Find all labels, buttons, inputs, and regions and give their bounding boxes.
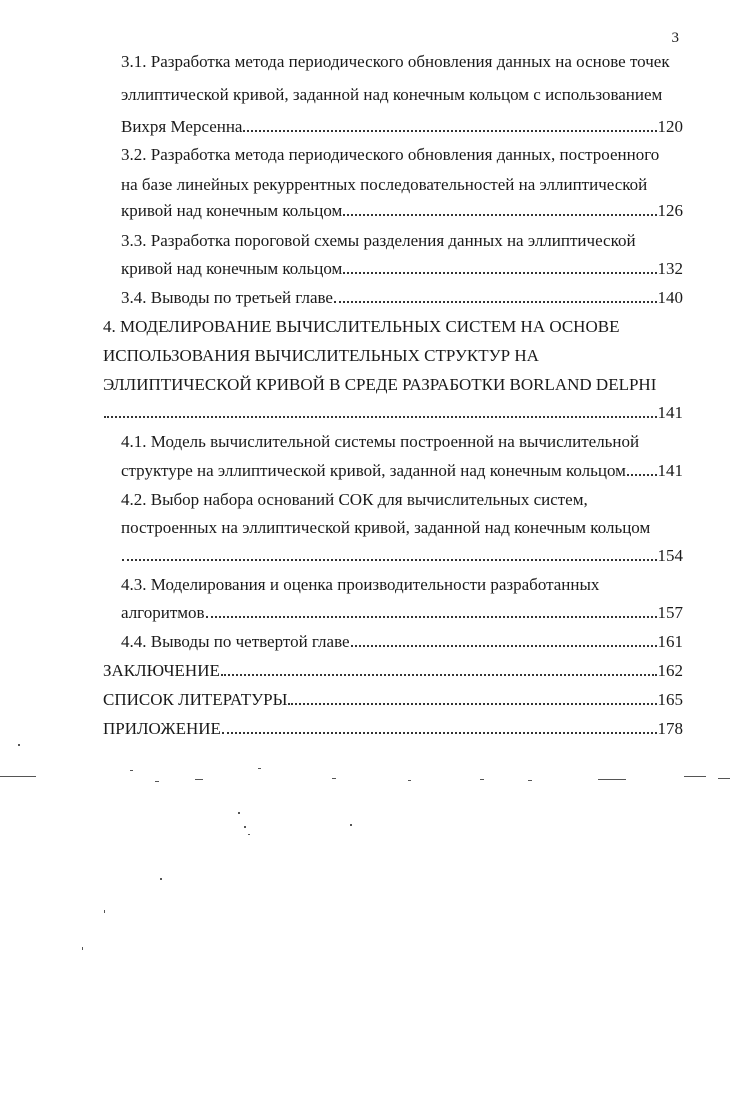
toc-chapter-4-line-2: ИСПОЛЬЗОВАНИЯ ВЫЧИСЛИТЕЛЬНЫХ СТРУКТУР НА [103,346,539,365]
toc-page-number: 120 [657,117,683,136]
toc-page-number: 178 [657,719,683,738]
toc-conclusion[interactable] [103,661,683,681]
toc-entry-title: структуре на эллиптической кривой, заданной над конечным кольцом [121,461,626,480]
toc-page-number: 161 [657,632,683,651]
toc-entry-3-1-line-2: эллиптической кривой, заданной над конечным кольцом с использованием [121,85,663,104]
toc-entry-3-2-line-2: на базе линейных рекуррентных последовательностей на эллиптической [121,175,648,194]
toc-entry-4-3[interactable] [121,603,683,623]
dot-leader [243,130,656,132]
toc-entry-4-1[interactable] [121,461,683,481]
toc-chapter-4[interactable] [103,403,683,423]
dot-leader [221,674,657,676]
toc-entry-title: алгоритмов [121,603,205,622]
dot-leader [222,732,657,734]
toc-page-number: 165 [657,690,683,709]
toc-entry-title: кривой над конечным кольцом [121,259,343,278]
toc-entry-3-2-line-1: 3.2. Разработка метода периодического обновления данных, построенного [121,145,660,164]
toc-entry-4-2-line-2: построенных на эллиптической кривой, заданной над конечным кольцом [121,518,651,537]
toc-entry-title: СПИСОК ЛИТЕРАТУРЫ [103,690,288,709]
toc-entry-4-3-line-1: 4.3. Моделирования и оценка производительности разработанных [121,575,600,594]
dot-leader [206,616,657,618]
toc-entry-3-1[interactable] [121,117,683,137]
toc-entry-3-1-line-1: 3.1. Разработка метода периодического обновления данных на основе точек [121,52,670,71]
toc-page-number: 157 [657,603,683,622]
toc-entry-4-2[interactable] [121,546,683,566]
toc-entry-title: ПРИЛОЖЕНИЕ [103,719,221,738]
toc-entry-3-3[interactable] [121,259,683,279]
toc-entry-4-4[interactable] [121,632,683,652]
toc-page-number: 154 [657,546,683,565]
dot-leader [122,559,657,561]
toc-entry-title: 4.4. Выводы по четвертой главе [121,632,350,651]
toc-page-number: 141 [657,403,683,422]
toc-page-number: 141 [657,461,683,480]
toc-page-number: 126 [657,201,683,220]
toc-page-number: 140 [657,288,683,307]
dot-leader [334,301,657,303]
toc-entry-title: 3.4. Выводы по третьей главе [121,288,333,307]
dot-leader [351,645,657,647]
dot-leader [343,214,656,216]
toc-entry-4-1-line-1: 4.1. Модель вычислительной системы построенной на вычислительной [121,432,640,451]
toc-references[interactable] [103,690,683,710]
toc-entry-title: ЗАКЛЮЧЕНИЕ [103,661,220,680]
page-number: 3 [671,30,679,46]
toc-entry-title: кривой над конечным кольцом [121,201,343,220]
toc-page-number: 162 [657,661,683,680]
toc-chapter-4-line-3: ЭЛЛИПТИЧЕСКОЙ КРИВОЙ В СРЕДЕ РАЗРАБОТКИ BORLAND DELPHI [103,375,657,394]
toc-appendix[interactable] [103,719,683,739]
dot-leader [627,474,657,476]
toc-chapter-4-line-1: 4. МОДЕЛИРОВАНИЕ ВЫЧИСЛИТЕЛЬНЫХ СИСТЕМ НА ОСНОВЕ [103,317,620,336]
toc-entry-3-3-line-1: 3.3. Разработка пороговой схемы разделения данных на эллиптической [121,231,636,250]
toc-entry-3-2[interactable] [121,201,683,221]
dot-leader [104,416,657,418]
toc-entry-title: Вихря Мерсенна [121,117,243,136]
toc-page-number: 132 [657,259,683,278]
dot-leader [343,272,656,274]
toc-entry-3-4[interactable] [121,288,683,308]
toc-entry-4-2-line-1: 4.2. Выбор набора оснований СОК для вычислительных систем, [121,490,588,509]
dot-leader [288,703,656,705]
